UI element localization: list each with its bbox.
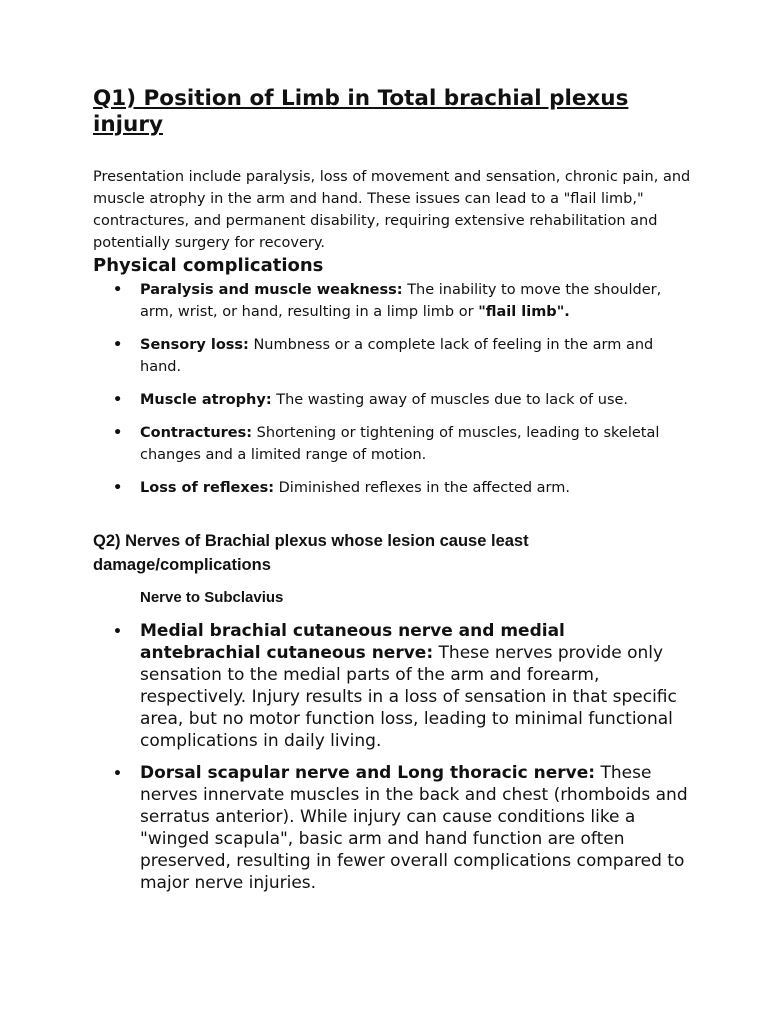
least-damage-nerves-list <box>113 620 688 904</box>
item-text: Numbness or a complete lack of feeling in the arm and hand. <box>140 337 654 375</box>
item-term: Muscle atrophy: <box>140 392 272 408</box>
list-item <box>113 620 688 752</box>
item-text: Shortening or tightening of muscles, leading to skeletal changes and a limited range of motion. <box>140 425 660 463</box>
q2-subheading: Nerve to Subclavius <box>140 589 284 606</box>
item-tail: "flail limb". <box>478 304 570 320</box>
item-text: These nerves provide only sensation to the medial parts of the arm and forearm, respectively. Injury results in a loss of sensation in that specific area, but no motor function loss, leading to minimal functional complications in daily living. <box>140 643 677 751</box>
list-item <box>113 762 688 894</box>
bullet-icon: • <box>113 480 123 496</box>
bullet-icon: • <box>113 425 123 441</box>
bullet-icon: • <box>113 337 123 353</box>
bullet-icon: • <box>113 392 123 408</box>
item-term: Contractures: <box>140 425 253 441</box>
list-item <box>113 477 673 499</box>
list-item <box>113 389 673 411</box>
bullet-icon: • <box>113 766 122 782</box>
physical-complications-list <box>113 279 673 510</box>
item-text: These nerves innervate muscles in the back and chest (rhomboids and serratus anterior). While injury can cause conditions like a "winged scapula", basic arm and hand function are often preserved, resulting in fewer overall complications compared to major nerve injuries. <box>140 763 688 893</box>
bullet-icon: • <box>113 624 122 640</box>
q1-title: Q1) Position of Limb in Total brachial plexus injury <box>93 86 629 137</box>
item-text: The inability to move the shoulder, arm, wrist, or hand, resulting in a limp limb or <box>140 282 662 320</box>
item-text: Diminished reflexes in the affected arm. <box>274 480 570 496</box>
intro-paragraph: Presentation include paralysis, loss of movement and sensation, chronic pain, and muscle atrophy in the arm and hand. These issues can lead to a "flail limb," contractures, and permanent disability, requiring extensive rehabilitation and potentially surgery for recovery. <box>93 169 691 251</box>
q2-title: Q2) Nerves of Brachial plexus whose lesion cause least damage/complications <box>93 532 529 574</box>
item-term: Sensory loss: <box>140 337 249 353</box>
list-item <box>113 334 673 378</box>
list-item <box>113 279 673 323</box>
item-term: Paralysis and muscle weakness: <box>140 282 403 298</box>
bullet-icon: • <box>113 282 123 298</box>
item-text: The wasting away of muscles due to lack of use. <box>271 392 629 408</box>
item-term: Loss of reflexes: <box>140 480 275 496</box>
physical-complications-heading: Physical complications <box>93 255 324 276</box>
item-term: Medial brachial cutaneous nerve and medial antebrachial cutaneous nerve: <box>140 621 565 663</box>
list-item <box>113 422 673 466</box>
item-term: Dorsal scapular nerve and Long thoracic nerve: <box>140 763 596 783</box>
